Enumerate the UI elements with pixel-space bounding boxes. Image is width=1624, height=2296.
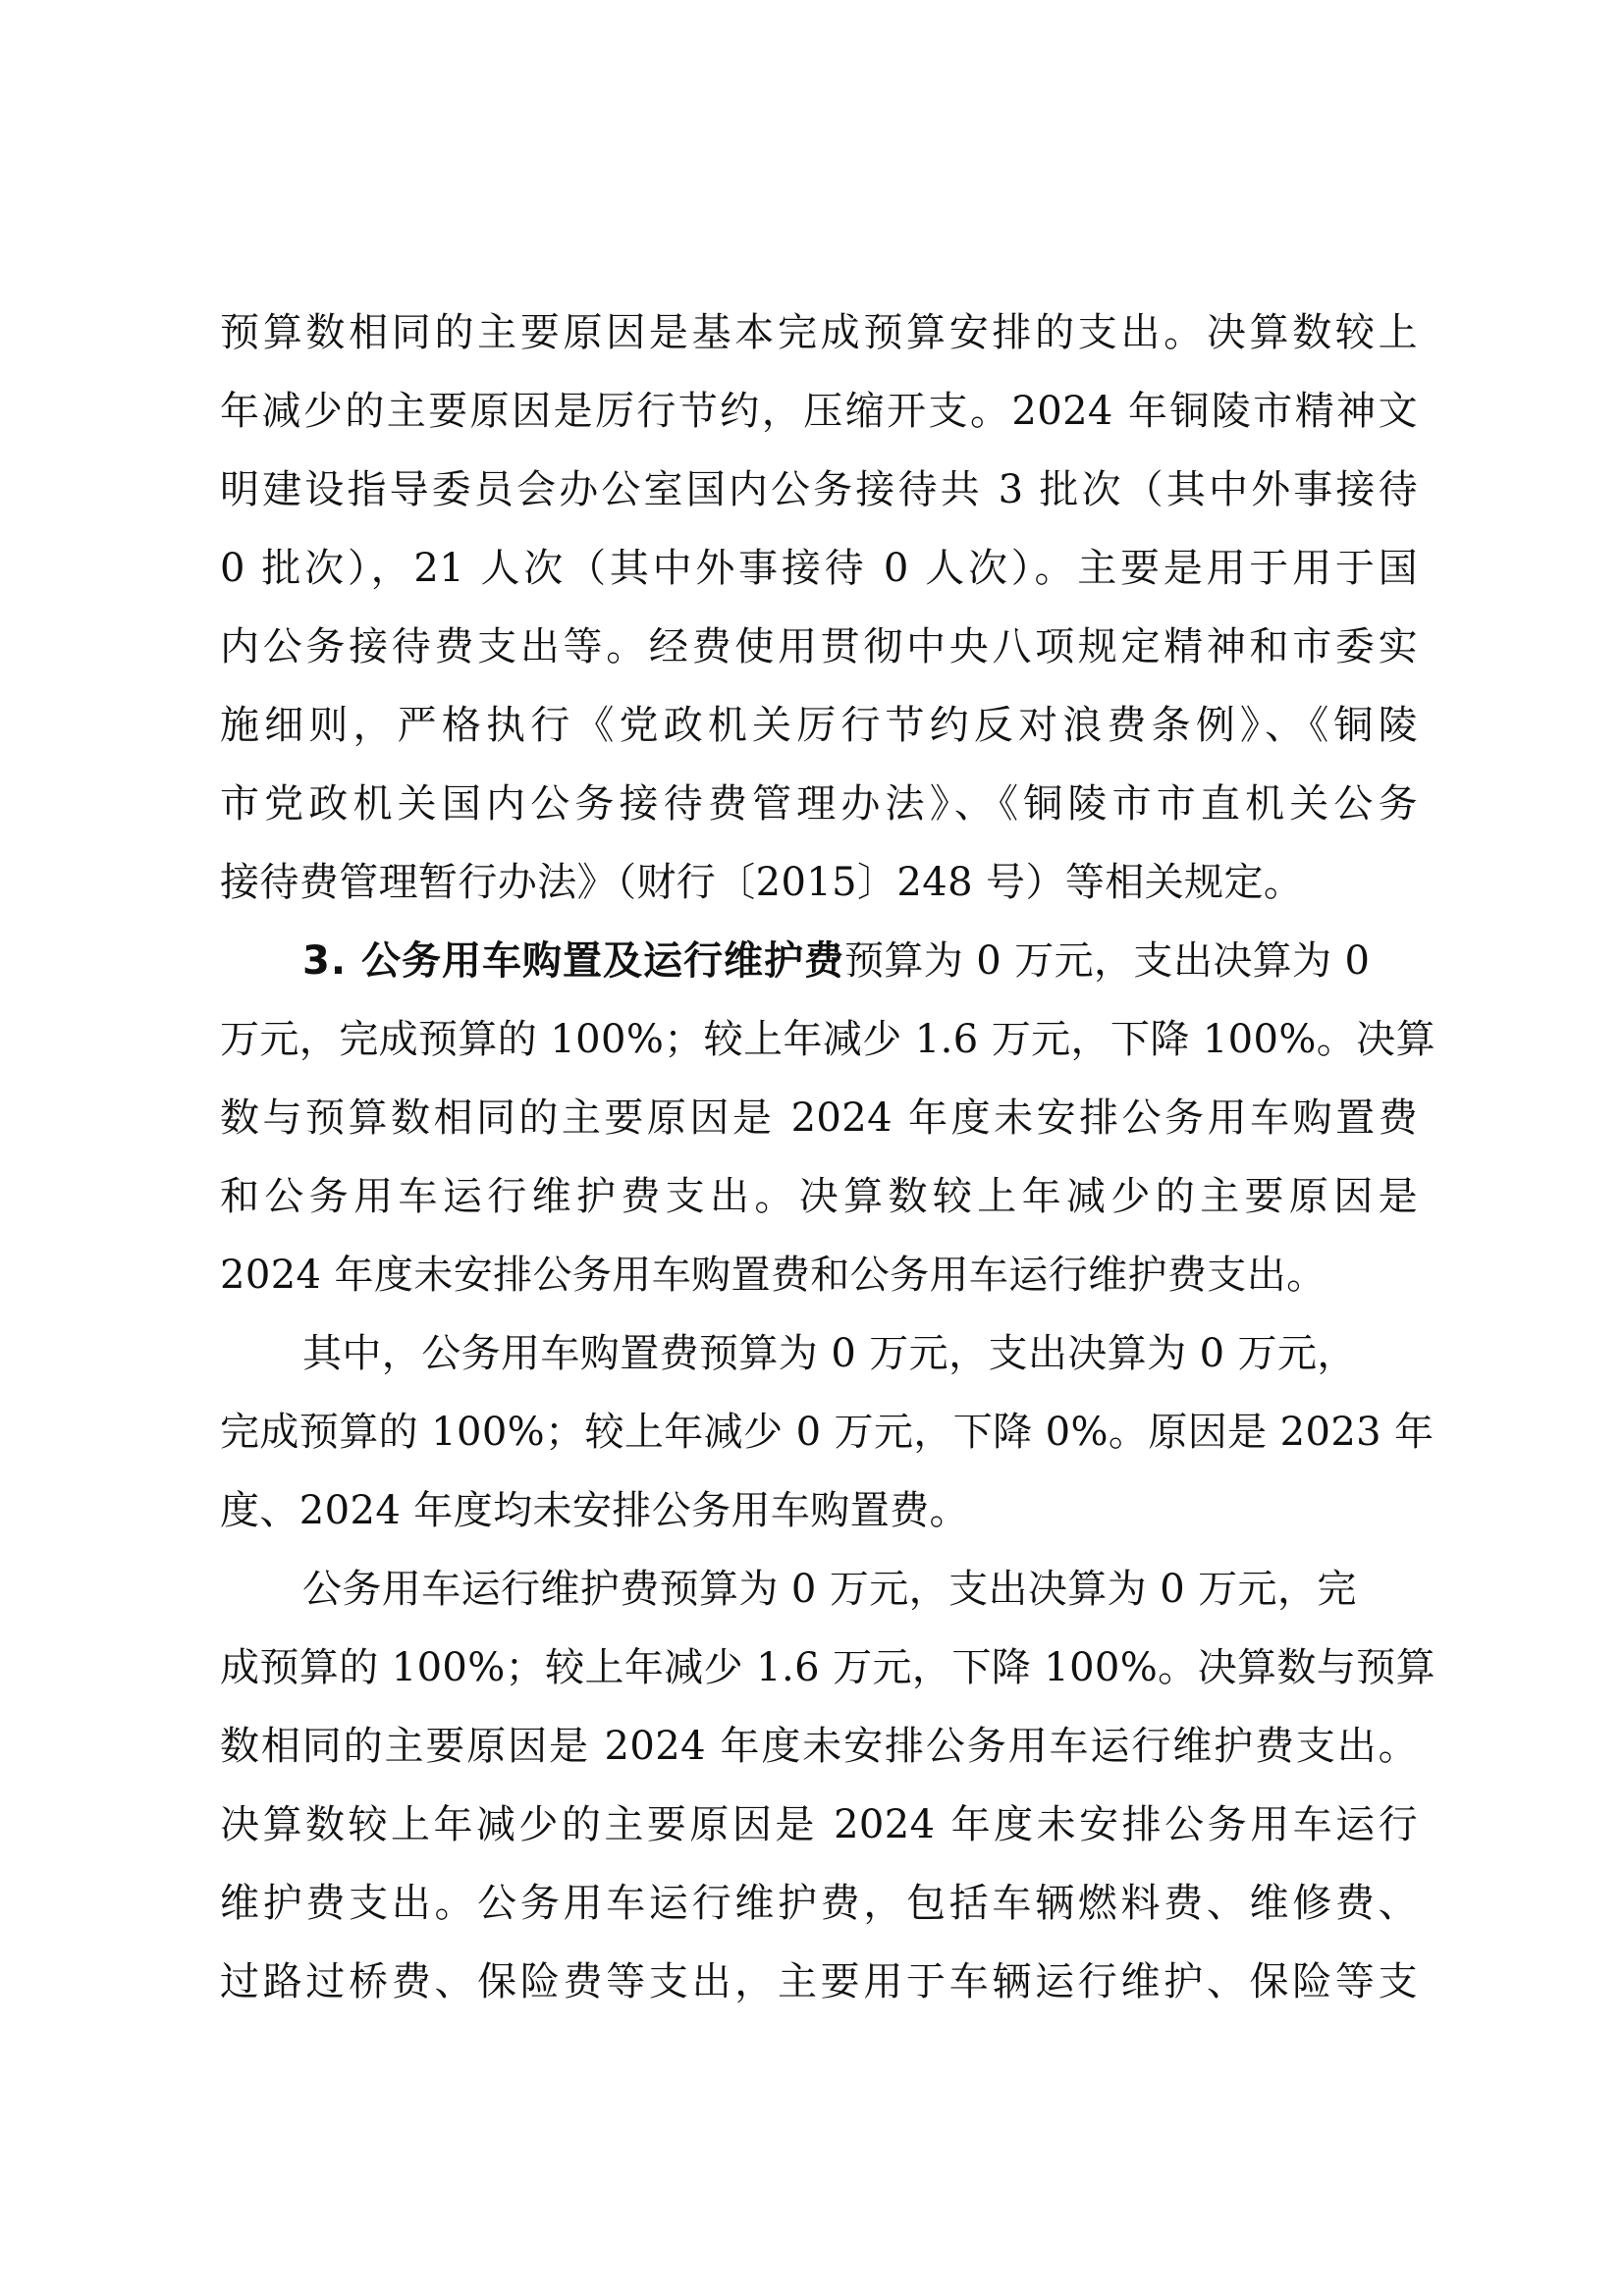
paragraph-vehicle-expenses <box>220 922 1435 1314</box>
text-line: 预算数相同的主要原因是基本完成预算安排的支出。决算数较上 <box>220 310 1418 355</box>
text-line: 万元，完成预算的 100%；较上年减少 1.6 万元，下降 100%。决算 <box>220 1017 1435 1062</box>
text-line: 年减少的主要原因是厉行节约，压缩开支。2024 年铜陵市精神文 <box>220 389 1418 434</box>
text-line: 和公务用车运行维护费支出。决算数较上年减少的主要原因是 <box>220 1174 1418 1219</box>
text-line: 接待费管理暂行办法》（财行〔2015〕248 号）等相关规定。 <box>220 860 1304 905</box>
text-line: 明建设指导委员会办公室国内公务接待共 3 批次（其中外事接待 <box>220 467 1418 512</box>
paragraph-vehicle-maintenance <box>220 1550 1435 2021</box>
text-line: 度、2024 年度均未安排公务用车购置费。 <box>220 1488 969 1533</box>
text-line: 公务用车运行维护费预算为 0 万元，支出决算为 0 万元，完 <box>302 1567 1357 1612</box>
paragraph-vehicle-purchase <box>220 1314 1435 1550</box>
body-text <box>220 294 1435 2021</box>
text-line: 数相同的主要原因是 2024 年度未安排公务用车运行维护费支出。 <box>220 1724 1418 1769</box>
text-line: 0 批次），21 人次（其中外事接待 0 人次）。主要是用于用于国 <box>220 546 1418 591</box>
text-line: 内公务接待费支出等。经费使用贯彻中央八项规定精神和市委实 <box>220 624 1418 669</box>
text-line <box>220 922 1418 1000</box>
section-heading: 3. 公务用车购置及运行维护费 <box>302 938 844 984</box>
text-line: 2024 年度未安排公务用车购置费和公务用车运行维护费支出。 <box>220 1253 1326 1298</box>
text-line: 施细则，严格执行《党政机关厉行节约反对浪费条例》、《铜陵 <box>220 703 1418 748</box>
paragraph-reception-expenses <box>220 294 1418 922</box>
text-line: 过路过桥费、保险费等支出，主要用于车辆运行维护、保险等支 <box>220 1959 1418 2004</box>
text-line: 维护费支出。公务用车运行维护费，包括车辆燃料费、维修费、 <box>220 1881 1418 1926</box>
text-line: 成预算的 100%；较上年减少 1.6 万元，下降 100%。决算数与预算 <box>220 1645 1435 1690</box>
text-line: 决算数较上年减少的主要原因是 2024 年度未安排公务用车运行 <box>220 1802 1418 1847</box>
text-line: 其中，公务用车购置费预算为 0 万元，支出决算为 0 万元， <box>302 1331 1357 1376</box>
text-line: 完成预算的 100%；较上年减少 0 万元，下降 0%。原因是 2023 年 <box>220 1410 1435 1455</box>
heading-line-rest: 预算为 0 万元，支出决算为 0 <box>843 938 1371 984</box>
text-line: 数与预算数相同的主要原因是 2024 年度未安排公务用车购置费 <box>220 1095 1418 1141</box>
text-line: 市党政机关国内公务接待费管理办法》、《铜陵市市直机关公务 <box>220 781 1418 827</box>
